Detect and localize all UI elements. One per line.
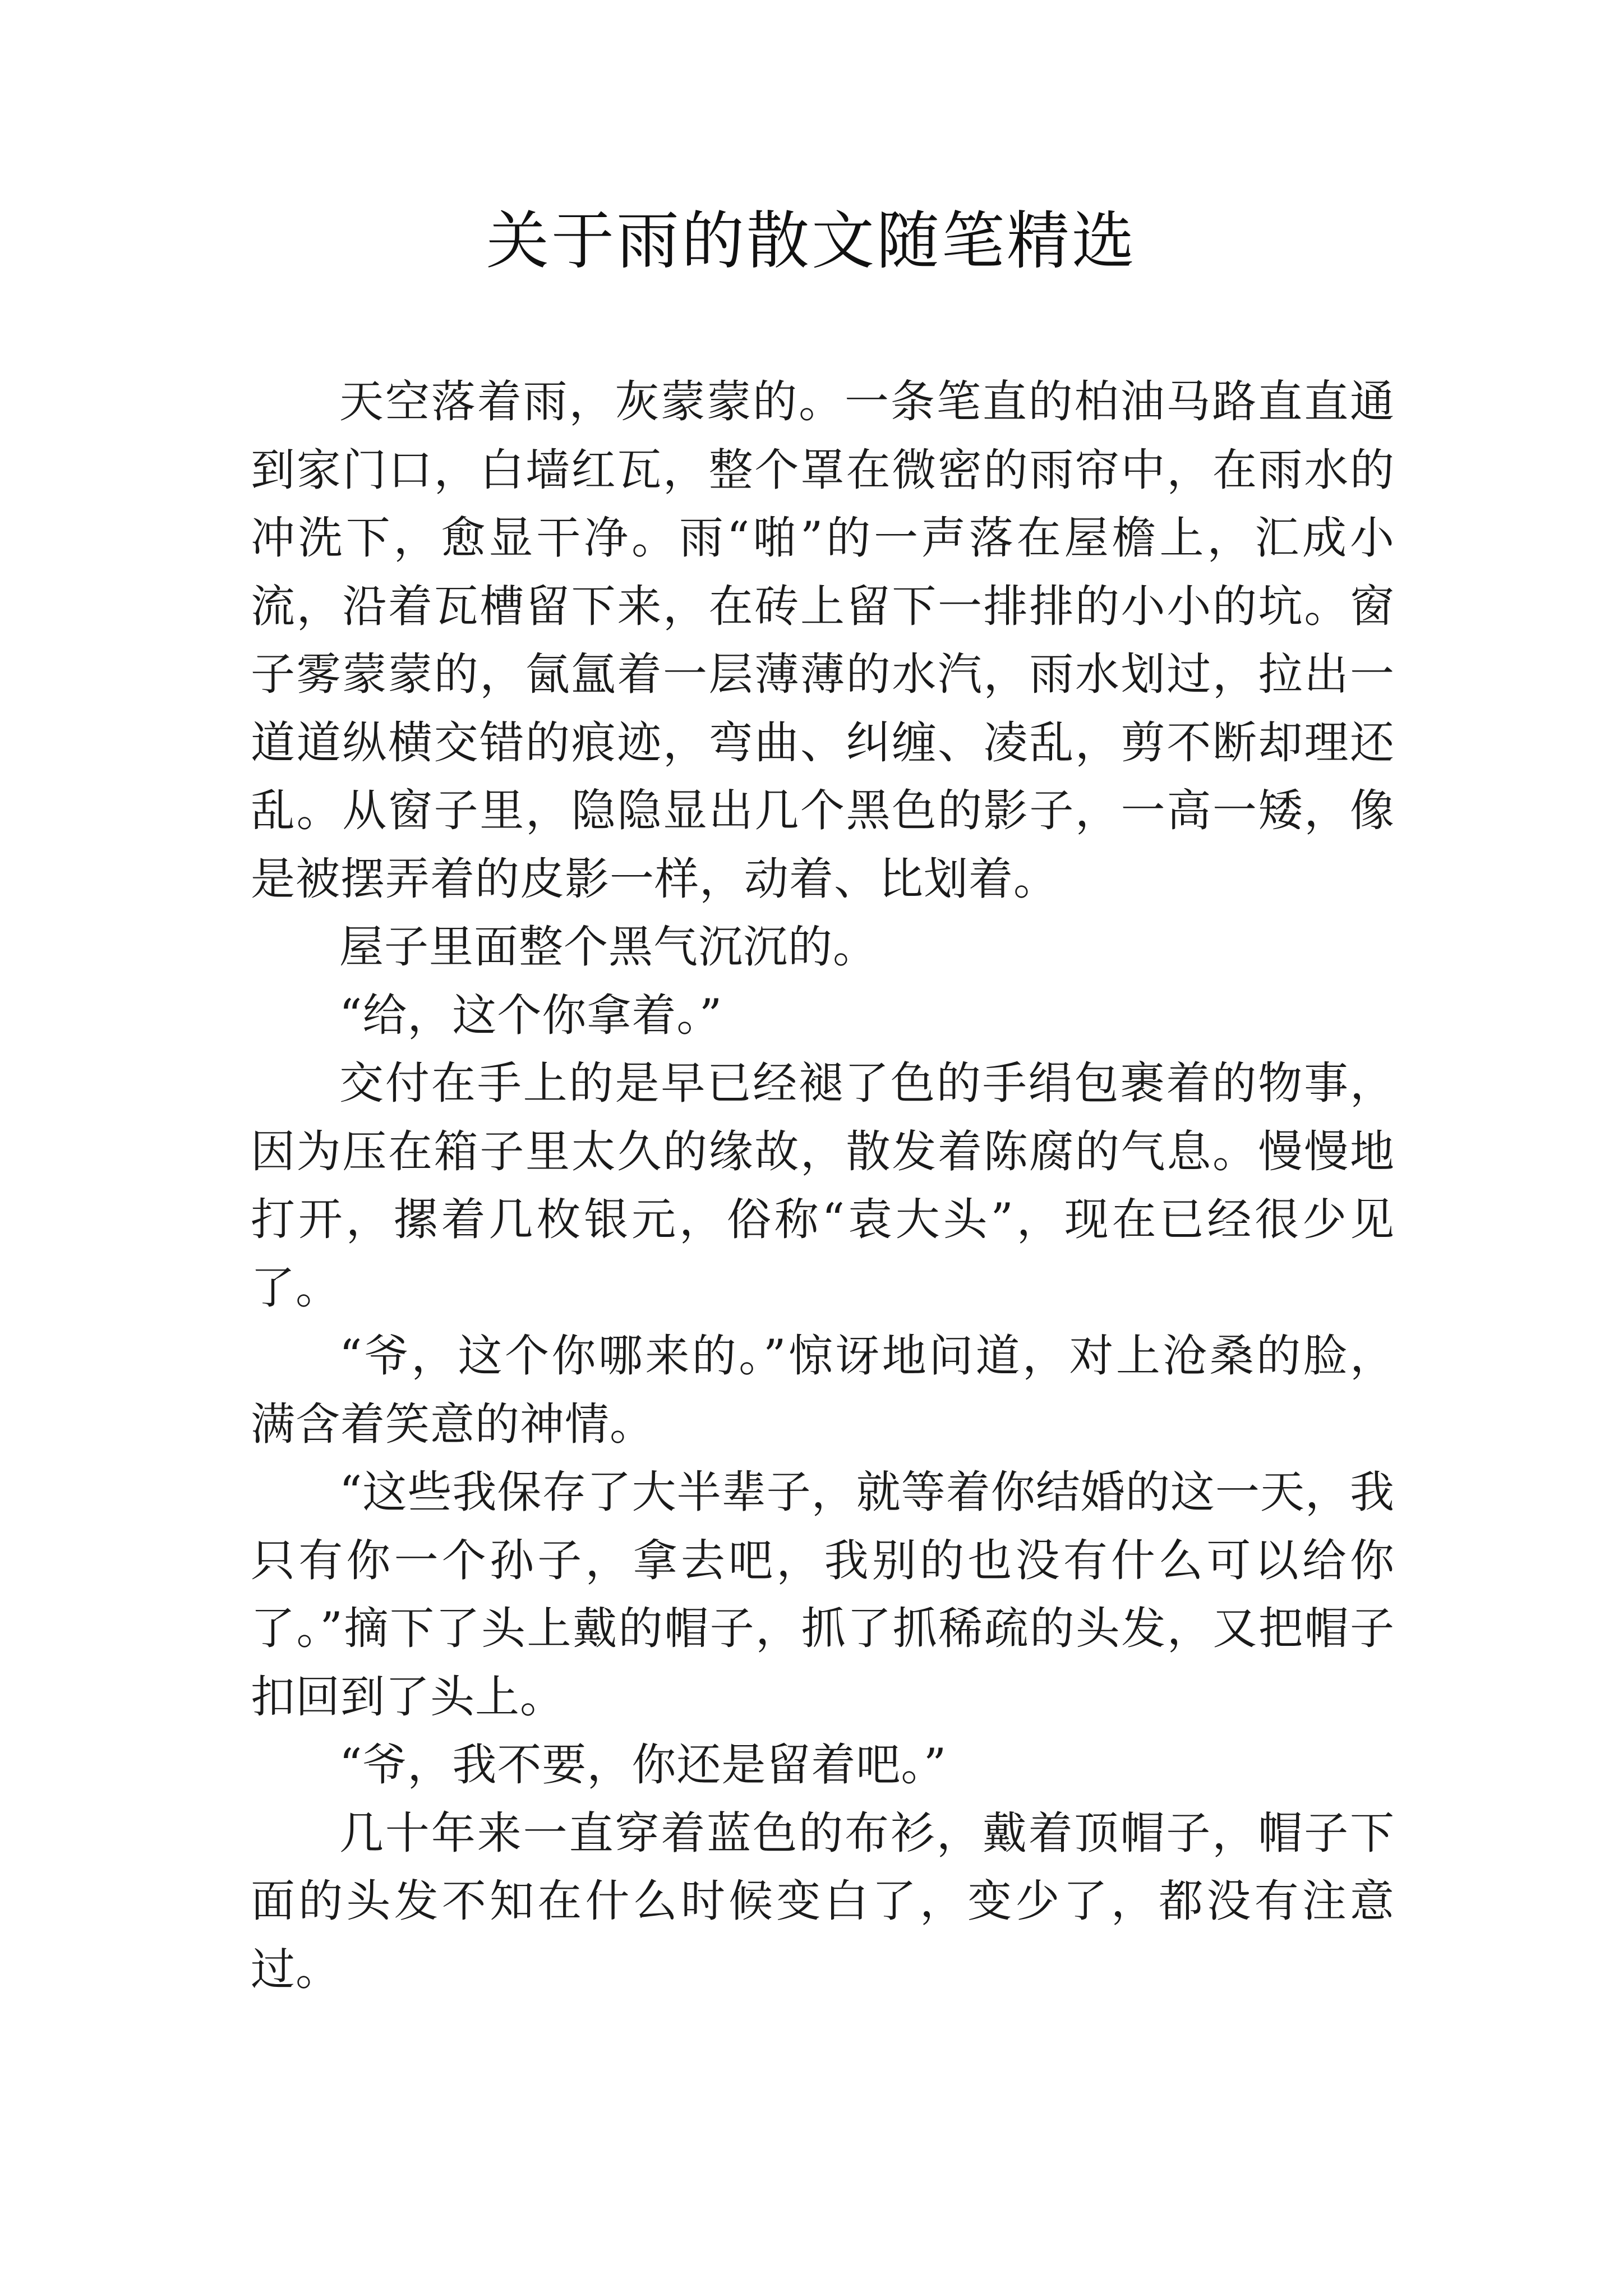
document-title: 关于雨的散文随笔精选 bbox=[486, 205, 1137, 278]
paragraph: “这些我保存了大半辈子，就等着你结婚的这一天，我只有你一个孙子，拿去吧，我别的也没有什么可以给你了。”摘下了头上戴的帽子，抓了抓稀疏的头发，又把帽子扣回到了头上。 bbox=[251, 1466, 1395, 1723]
paragraph: 交付在手上的是早已经褪了色的手绢包裹着的物事，因为压在箱子里太久的缘故，散发着陈腐的气息。慢慢地打开，摞着几枚银元，俗称“袁大头”，现在已经很少见了。 bbox=[251, 1057, 1395, 1314]
paragraph: 天空落着雨，灰蒙蒙的。一条笔直的柏油马路直直通到家门口，白墙红瓦，整个罩在微密的雨帘中，在雨水的冲洗下，愈显干净。雨“啪”的一声落在屋檐上，汇成小流，沿着瓦槽留下来，在砖上留下一排排的小小的坑。窗子雾蒙蒙的，氤氲着一层薄薄的水汽，雨水划过，拉出一道道纵横交错的痕迹，弯曲、纠缠、凌乱，剪不断却理还乱。从窗子里，隐隐显出几个黑色的影子，一高一矮，像是被摆弄着的皮影一样，动着、比划着。 bbox=[251, 376, 1395, 905]
document-body bbox=[251, 368, 1395, 2004]
paragraph: “给，这个你拿着。” bbox=[339, 989, 723, 1041]
paragraph: “爷，这个你哪来的。”惊讶地问道，对上沧桑的脸，满含着笑意的神情。 bbox=[251, 1330, 1395, 1450]
paragraph: 几十年来一直穿着蓝色的布衫，戴着顶帽子，帽子下面的头发不知在什么时候变白了，变少了，都没有注意过。 bbox=[251, 1807, 1395, 1995]
paragraph: “爷，我不要，你还是留着吧。” bbox=[339, 1739, 947, 1791]
paragraph: 屋子里面整个黑气沉沉的。 bbox=[339, 921, 878, 973]
